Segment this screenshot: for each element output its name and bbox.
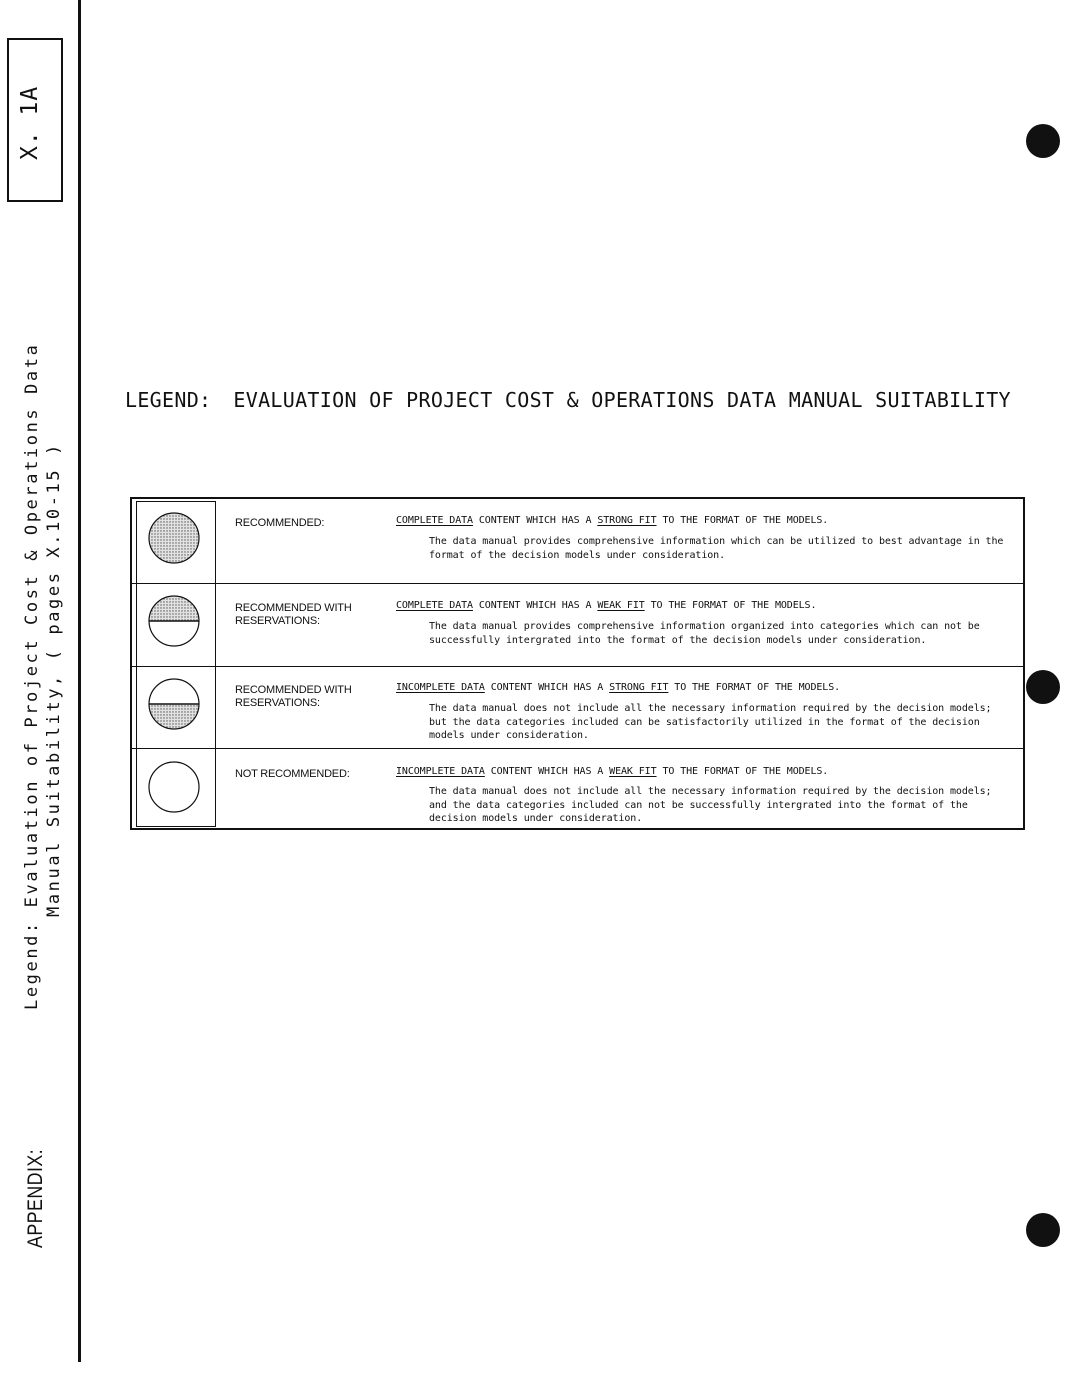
headline-text: TO THE FORMAT OF THE MODELS. <box>656 766 829 777</box>
margin-rule <box>78 0 81 1362</box>
appendix-label: APPENDIX: <box>24 1148 47 1248</box>
rating-label: RECOMMENDED WITH RESERVATIONS: <box>235 602 352 627</box>
page-id: X. 1A <box>17 85 43 160</box>
row-description: The data manual provides comprehensive information organized into categories which can not be successfully intergrated into the format of the decision models under consideration. <box>429 621 980 646</box>
headline-text: CONTENT WHICH HAS A <box>472 515 598 526</box>
row-headline <box>396 515 828 526</box>
headline-text: TO THE FORMAT OF THE MODELS. <box>644 600 817 611</box>
empty-circle-icon <box>148 761 200 813</box>
row-divider <box>132 583 1023 584</box>
data-term: INCOMPLETE DATA <box>396 682 485 693</box>
row-divider <box>132 748 1023 749</box>
legend-table <box>130 497 1025 830</box>
rating-label: NOT RECOMMENDED: <box>235 768 350 780</box>
row-headline <box>396 600 816 611</box>
binder-hole-icon <box>1026 1213 1060 1247</box>
fit-term: STRONG FIT <box>609 682 669 693</box>
rating-label: RECOMMENDED: <box>235 517 325 529</box>
data-term: COMPLETE DATA <box>396 600 473 611</box>
headline-text: TO THE FORMAT OF THE MODELS. <box>668 682 841 693</box>
headline-text: TO THE FORMAT OF THE MODELS. <box>656 515 829 526</box>
row-description: The data manual does not include all the necessary information required by the decision models; and the data categories included can not be successfully intergrated into the format of the decision models under consideration. <box>429 786 992 824</box>
fit-term: WEAK FIT <box>597 600 645 611</box>
top-half-shaded-circle-icon <box>148 595 200 647</box>
row-headline <box>396 682 840 693</box>
legend-heading <box>125 388 1011 412</box>
fit-term: STRONG FIT <box>597 515 657 526</box>
headline-text: CONTENT WHICH HAS A <box>484 766 610 777</box>
sidebar-title-line2: Manual Suitability, ( pages X.10-15 ) <box>44 442 64 917</box>
data-term: INCOMPLETE DATA <box>396 766 485 777</box>
legend-title: EVALUATION OF PROJECT COST & OPERATIONS DATA MANUAL SUITABILITY <box>233 388 1011 412</box>
fit-term: WEAK FIT <box>609 766 657 777</box>
binder-hole-icon <box>1026 670 1060 704</box>
headline-text: CONTENT WHICH HAS A <box>484 682 610 693</box>
shaded-circle-icon <box>148 512 200 564</box>
rating-label: RECOMMENDED WITH RESERVATIONS: <box>235 684 352 709</box>
row-description: The data manual provides comprehensive information which can be utilized to best advantage in the format of the decision models under consideration. <box>429 536 1004 561</box>
sidebar-title-line1: Legend: Evaluation of Project Cost & Operations Data <box>22 342 42 1010</box>
headline-text: CONTENT WHICH HAS A <box>472 600 598 611</box>
row-description: The data manual does not include all the necessary information required by the decision models; but the data categories included can be satisfactorily utilized in the format of the decision models under consideration. <box>429 703 992 741</box>
row-headline <box>396 766 828 777</box>
data-term: COMPLETE DATA <box>396 515 473 526</box>
bottom-half-shaded-circle-icon <box>148 678 200 730</box>
binder-hole-icon <box>1026 124 1060 158</box>
row-divider <box>132 666 1023 667</box>
legend-label: LEGEND: <box>125 388 212 412</box>
